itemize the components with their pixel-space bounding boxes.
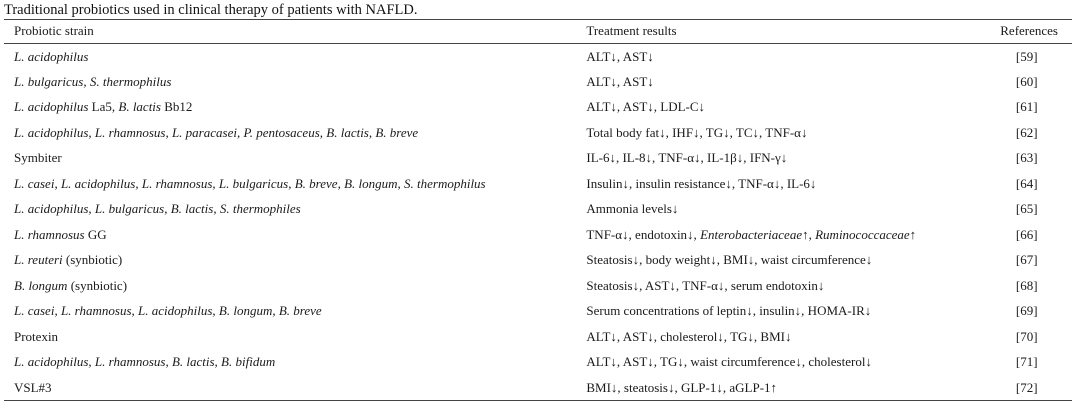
cell-reference: [63] [1015, 150, 1038, 166]
table-caption: Traditional probiotics used in clinical therapy of patients with NAFLD. [4, 2, 418, 18]
cell-reference: [71] [1015, 354, 1038, 370]
cell-reference: [62] [1015, 124, 1038, 140]
cell-probiotic-strain [4, 95, 586, 121]
cell-treatment-results [586, 171, 981, 197]
text-run: Ammonia levels↓ [586, 201, 679, 217]
text-run: Insulin↓, insulin resistance↓, TNF-α↓, IL-6↓ [586, 175, 817, 191]
cell-probiotic-strain [4, 375, 586, 401]
cell-treatment-results [586, 375, 981, 401]
cell-probiotic-strain [4, 197, 586, 223]
cell-treatment-results [586, 350, 981, 376]
text-run: ↑ [909, 226, 917, 242]
text-run: L. rhamnosus [14, 226, 85, 242]
cell-reference: [60] [1015, 73, 1038, 89]
cell-reference: [69] [1015, 303, 1038, 319]
table-row [4, 375, 1072, 401]
text-run: La5, [88, 99, 119, 115]
cell-probiotic-strain [4, 69, 586, 95]
header-treatment-results: Treatment results [586, 20, 981, 44]
table-row [4, 69, 1072, 95]
text-run: L. casei, L. acidophilus, L. rhamnosus, L. bulgaricus, B. breve, B. longum, S. thermophilus [14, 175, 486, 191]
cell-treatment-results [586, 248, 981, 274]
text-run: Protexin [14, 328, 59, 344]
table-header [4, 20, 1072, 44]
cell-reference: [70] [1015, 328, 1038, 344]
cell-probiotic-strain [4, 44, 586, 70]
table-row [4, 273, 1072, 299]
text-run: ALT↓, AST↓, cholesterol↓, TG↓, BMI↓ [586, 328, 792, 344]
text-run: L. acidophilus, L. rhamnosus, B. lactis, B. bifidum [14, 354, 276, 370]
text-run: Symbiter [14, 150, 62, 166]
text-run: (synbiotic) [62, 252, 123, 268]
text-run: ALT↓, AST↓, LDL-C↓ [586, 99, 706, 115]
cell-treatment-results [586, 44, 981, 70]
table-row [4, 350, 1072, 376]
cell-reference: [72] [981, 375, 1072, 401]
text-run: BMI↓, steatosis↓, GLP-1↓, aGLP-1↑ [586, 379, 778, 395]
text-run: ALT↓, AST↓ [586, 48, 654, 64]
cell-reference: [64] [1015, 175, 1038, 191]
cell-probiotic-strain [4, 248, 586, 274]
table-row [4, 324, 1072, 350]
cell-reference: [67] [1015, 252, 1038, 268]
header-probiotic-strain: Probiotic strain [4, 20, 586, 44]
header-references: References [981, 20, 1072, 44]
cell-probiotic-strain [4, 120, 586, 146]
table-row [4, 44, 1072, 70]
probiotics-table [4, 19, 1072, 401]
cell-treatment-results [586, 324, 981, 350]
text-run: L. acidophilus, L. bulgaricus, B. lactis, S. thermophiles [14, 201, 301, 217]
text-run: L. reuteri [14, 252, 63, 268]
cell-treatment-results [586, 222, 981, 248]
text-run: ALT↓, AST↓, TG↓, waist circumference↓, cholesterol↓ [586, 354, 872, 370]
table-row [4, 146, 1072, 172]
cell-probiotic-strain [4, 324, 586, 350]
cell-reference: [65] [1015, 201, 1038, 217]
text-run: VSL#3 [14, 379, 52, 395]
cell-treatment-results [586, 120, 981, 146]
cell-treatment-results [586, 273, 981, 299]
cell-probiotic-strain [4, 146, 586, 172]
text-run: B. lactis [118, 99, 161, 115]
cell-treatment-results [586, 69, 981, 95]
table-row [4, 120, 1072, 146]
cell-treatment-results [586, 146, 981, 172]
table-row [4, 171, 1072, 197]
cell-reference: [61] [1015, 99, 1038, 115]
text-run: (synbiotic) [67, 277, 128, 293]
text-run: Bb12 [160, 99, 193, 115]
text-run: L. bulgaricus, S. thermophilus [14, 73, 172, 89]
cell-probiotic-strain [4, 222, 586, 248]
cell-probiotic-strain [4, 299, 586, 325]
cell-probiotic-strain [4, 273, 586, 299]
text-run: Enterobacteriaceae [700, 226, 803, 242]
table-row [4, 248, 1072, 274]
text-run: ALT↓, AST↓ [586, 73, 654, 89]
text-run: Steatosis↓, AST↓, TNF-α↓, serum endotoxin↓ [586, 277, 825, 293]
table-row [4, 222, 1072, 248]
cell-probiotic-strain [4, 350, 586, 376]
cell-reference: [59] [1015, 48, 1038, 64]
text-run: Ruminococcaceae [815, 226, 910, 242]
text-run: L. acidophilus [14, 99, 89, 115]
cell-reference: [68] [1015, 277, 1038, 293]
cell-treatment-results [586, 95, 981, 121]
text-run: Total body fat↓, IHF↓, TG↓, TC↓, TNF-α↓ [586, 124, 808, 140]
text-run: ↑, [802, 226, 816, 242]
text-run: GG [84, 226, 107, 242]
text-run: Steatosis↓, body weight↓, BMI↓, waist circumference↓ [586, 252, 873, 268]
cell-probiotic-strain [4, 171, 586, 197]
text-run: B. longum [14, 277, 68, 293]
cell-treatment-results [586, 197, 981, 223]
table-body [4, 44, 1072, 401]
text-run: L. acidophilus [14, 48, 89, 64]
table-row [4, 299, 1072, 325]
cell-treatment-results [586, 299, 981, 325]
table-row [4, 197, 1072, 223]
table-row [4, 95, 1072, 121]
text-run: IL-6↓, IL-8↓, TNF-α↓, IL-1β↓, IFN-γ↓ [586, 150, 788, 166]
text-run: L. casei, L. rhamnosus, L. acidophilus, B. longum, B. breve [14, 303, 322, 319]
cell-reference: [66] [1015, 226, 1038, 242]
text-run: Serum concentrations of leptin↓, insulin↓, HOMA-IR↓ [586, 303, 872, 319]
text-run: TNF-α↓, endotoxin↓, [586, 226, 701, 242]
header-row [4, 20, 1072, 44]
text-run: L. acidophilus, L. rhamnosus, L. paracasei, P. pentosaceus, B. lactis, B. breve [14, 124, 419, 140]
